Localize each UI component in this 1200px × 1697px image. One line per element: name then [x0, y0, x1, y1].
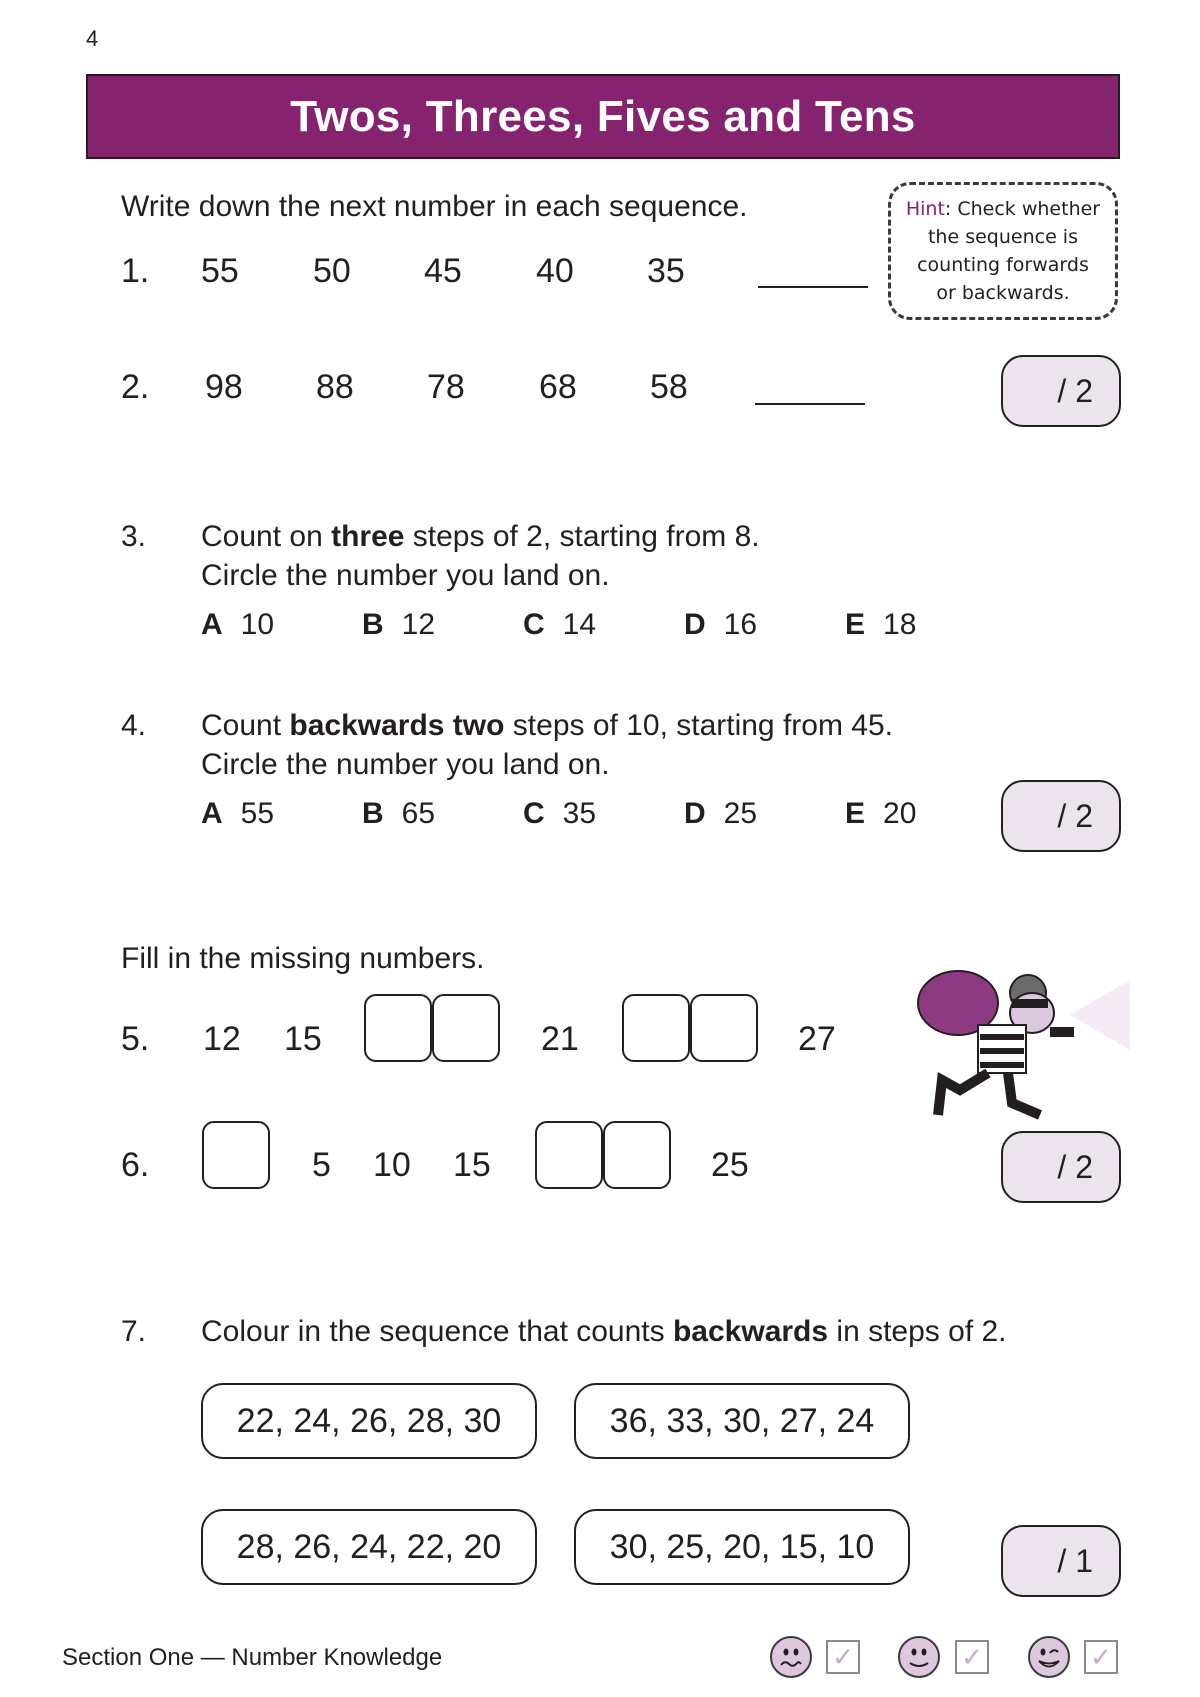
answer-box[interactable]	[690, 994, 758, 1062]
q2-value: 98	[205, 368, 243, 406]
hint-text: or backwards.	[936, 282, 1070, 304]
q3-instruction: Circle the number you land on.	[201, 559, 610, 592]
q4-number: 4.	[121, 709, 147, 742]
sequence-option[interactable]: 22, 24, 26, 28, 30	[201, 1383, 537, 1459]
section3-instruction: Fill in the missing numbers.	[121, 942, 485, 975]
q7-prompt: Colour in the sequence that counts backwards in steps of 2.	[201, 1315, 1007, 1348]
q1-value: 55	[201, 252, 239, 290]
q4-option-b[interactable]: B 65	[362, 797, 436, 830]
score-box: / 2	[1001, 1131, 1121, 1203]
answer-box[interactable]	[432, 994, 500, 1062]
q3-option-e[interactable]: E 18	[845, 608, 917, 641]
section-label: Section One — Number Knowledge	[62, 1644, 443, 1671]
q1-answer-line[interactable]	[758, 286, 868, 288]
score-box: / 2	[1001, 355, 1121, 427]
q4-option-a[interactable]: A 55	[201, 797, 275, 830]
q6-answer-boxes	[535, 1121, 671, 1189]
q2-value: 78	[427, 368, 465, 406]
hint-text: counting forwards	[917, 254, 1089, 276]
q6-value: 5	[312, 1146, 331, 1184]
score-box: / 2	[1001, 780, 1121, 852]
q4-option-c[interactable]: C 35	[523, 797, 597, 830]
q6-value: 10	[373, 1146, 411, 1184]
q6-value: 15	[453, 1146, 491, 1184]
q5-value: 27	[798, 1020, 836, 1058]
answer-box[interactable]	[535, 1121, 603, 1189]
hint-box	[888, 182, 1118, 320]
q1-value: 50	[313, 252, 351, 290]
answer-box[interactable]	[622, 994, 690, 1062]
answer-box[interactable]	[202, 1121, 270, 1189]
q3-option-b[interactable]: B 12	[362, 608, 436, 641]
q7-number: 7.	[121, 1315, 147, 1348]
q2-answer-line[interactable]	[755, 403, 865, 405]
q5-number: 5.	[121, 1020, 150, 1058]
q3-option-d[interactable]: D 16	[684, 608, 758, 641]
hint-text: : Check whether	[944, 198, 1101, 220]
hint-label: Hint	[905, 198, 945, 220]
self-assessment-checkbox[interactable]: ✓	[826, 1640, 860, 1674]
q6-number: 6.	[121, 1146, 150, 1184]
q4-option-d[interactable]: D 25	[684, 797, 758, 830]
q1-number: 1.	[121, 252, 150, 290]
self-assessment-checkbox[interactable]: ✓	[1084, 1640, 1118, 1674]
self-assessment-checkbox[interactable]: ✓	[955, 1640, 989, 1674]
page-title: Twos, Threes, Fives and Tens	[290, 91, 916, 141]
q2-value: 58	[650, 368, 688, 406]
wink-face-icon	[1028, 1636, 1070, 1678]
q1-value: 35	[647, 252, 685, 290]
q5-value: 21	[541, 1020, 579, 1058]
q2-value: 68	[539, 368, 577, 406]
score-box: / 1	[1001, 1525, 1121, 1597]
q2-number: 2.	[121, 368, 150, 406]
q4-instruction: Circle the number you land on.	[201, 748, 610, 781]
q6-answer-boxes	[202, 1121, 270, 1189]
sequence-option[interactable]: 30, 25, 20, 15, 10	[574, 1509, 910, 1585]
page-number: 4	[86, 26, 99, 51]
q5-value: 15	[284, 1020, 322, 1058]
q1-value: 45	[424, 252, 462, 290]
answer-box[interactable]	[603, 1121, 671, 1189]
q5-value: 12	[203, 1020, 241, 1058]
sequence-option[interactable]: 28, 26, 24, 22, 20	[201, 1509, 537, 1585]
burglar-illustration	[900, 955, 1130, 1125]
q4-option-e[interactable]: E 20	[845, 797, 917, 830]
q4-prompt: Count backwards two steps of 10, starting from 45.	[201, 709, 893, 742]
hint-text: the sequence is	[927, 226, 1078, 248]
sequence-option[interactable]: 36, 33, 30, 27, 24	[574, 1383, 910, 1459]
answer-box[interactable]	[364, 994, 432, 1062]
smile-face-icon	[898, 1636, 940, 1678]
section1-instruction: Write down the next number in each sequence.	[121, 190, 748, 223]
q3-option-c[interactable]: C 14	[523, 608, 597, 641]
title-banner	[86, 74, 1120, 159]
q3-prompt: Count on three steps of 2, starting from 8.	[201, 520, 760, 553]
q5-answer-boxes	[622, 994, 758, 1062]
worried-face-icon	[770, 1636, 812, 1678]
q3-option-a[interactable]: A 10	[201, 608, 275, 641]
q5-answer-boxes	[364, 994, 500, 1062]
q1-value: 40	[536, 252, 574, 290]
q2-value: 88	[316, 368, 354, 406]
q6-value: 25	[711, 1146, 749, 1184]
q3-number: 3.	[121, 520, 147, 553]
